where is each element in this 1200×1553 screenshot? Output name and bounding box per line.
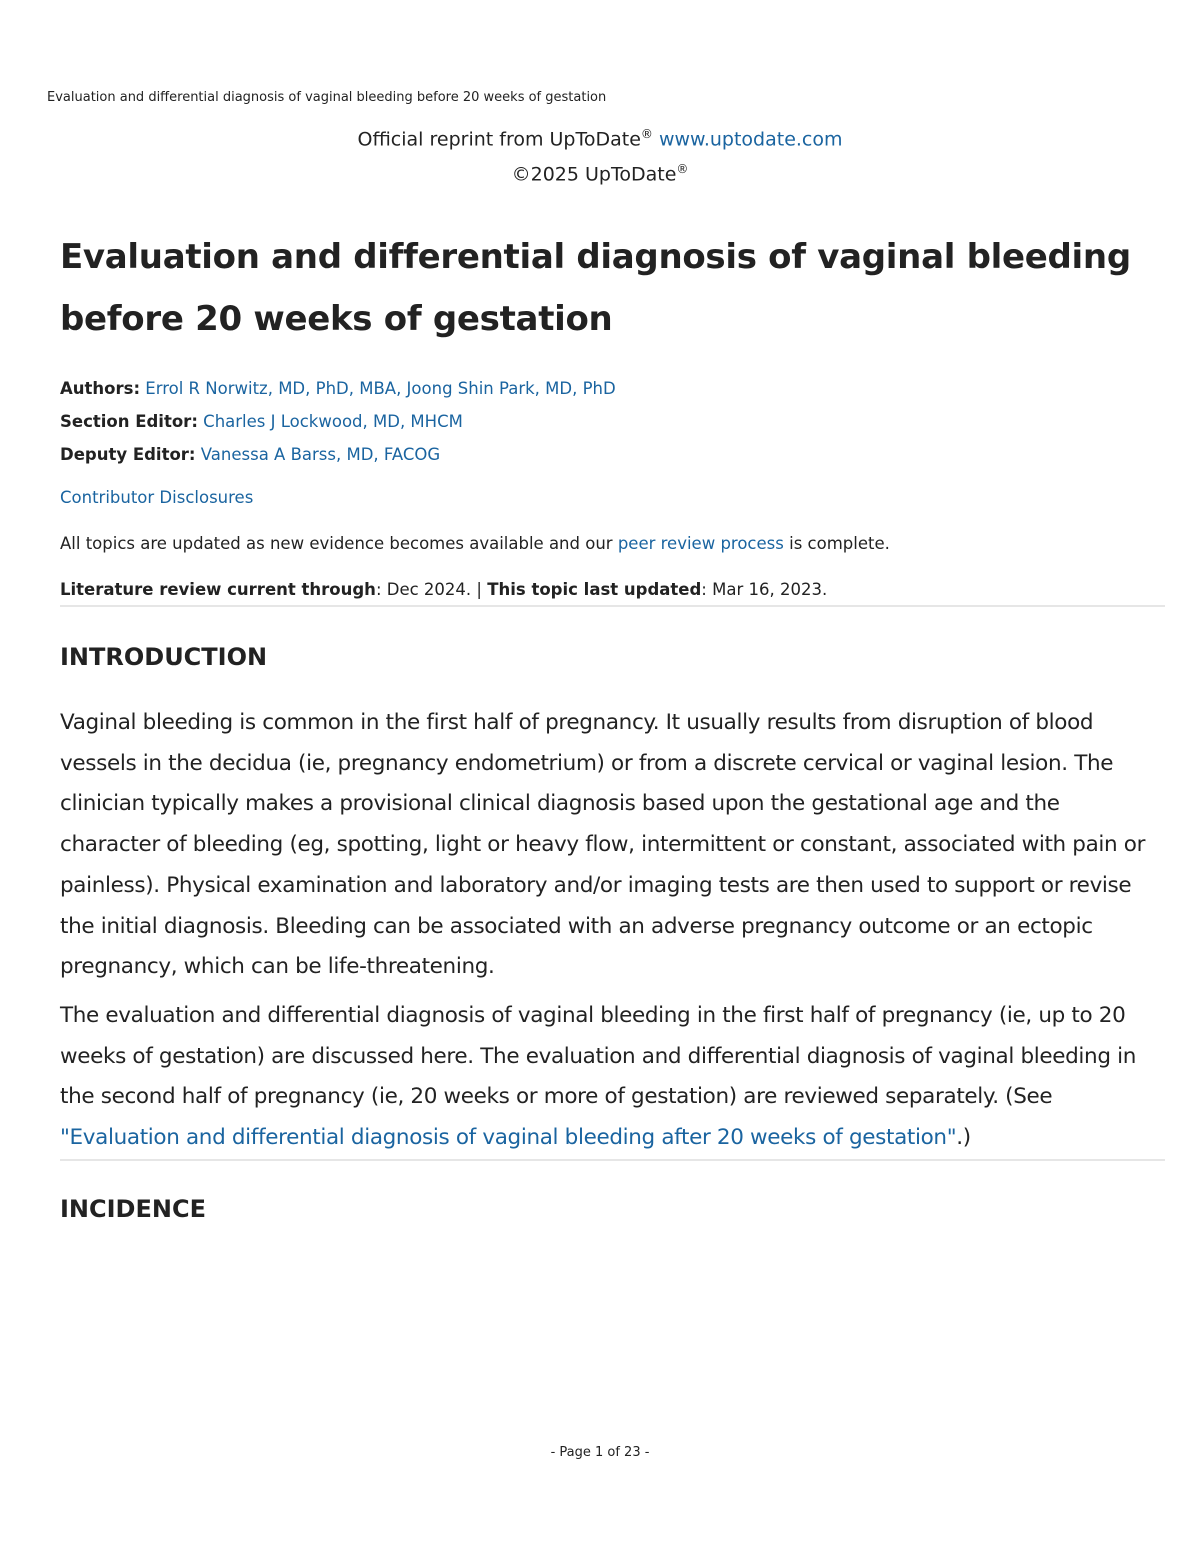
authors-row	[60, 372, 1165, 405]
deputy-editor-link[interactable]: Vanessa A Barss, MD, FACOG	[200, 445, 441, 464]
section-editor-label: Section Editor:	[60, 412, 198, 431]
reprint-prefix: Official reprint from UpToDate	[357, 128, 641, 151]
registered-mark: ®	[640, 127, 653, 141]
uptodate-link[interactable]: www.uptodate.com	[658, 128, 843, 151]
reprint-line	[0, 119, 1200, 154]
after-20-weeks-topic-link[interactable]: "Evaluation and differential diagnosis of vaginal bleeding after 20 weeks of gestation"	[60, 1125, 957, 1151]
lit-review-value: Dec 2024.	[381, 580, 472, 599]
disclosures-row	[60, 483, 1165, 513]
peer-review-link[interactable]: peer review process	[617, 534, 784, 553]
copyright-line	[0, 154, 1200, 189]
last-updated-colon: :	[701, 580, 707, 599]
section-divider	[60, 1159, 1165, 1161]
review-line	[60, 575, 1165, 605]
review-separator: |	[471, 580, 488, 599]
paragraph-2-text: The evaluation and differential diagnosis of vaginal bleeding in the first half of pregnancy (ie, up to 20 weeks of gestation) are discussed here. The evaluation and differential diagnosis of vaginal bleeding in the second half of pregnancy (ie, 20 weeks or more of gestation) are reviewed separately. (See	[60, 1002, 1137, 1110]
copyright-text: ©2025 UpToDate	[511, 163, 677, 186]
update-note-after: is complete.	[783, 534, 890, 553]
page-footer: - Page 1 of 23 -	[550, 1445, 650, 1460]
authors-link[interactable]: Errol R Norwitz, MD, PhD, MBA, Joong Shin Park, MD, PhD	[145, 379, 616, 398]
section-editor-link[interactable]: Charles J Lockwood, MD, MHCM	[203, 412, 463, 431]
article-content	[60, 226, 1165, 1229]
last-updated-label: This topic last updated	[487, 580, 702, 599]
page-title: Evaluation and differential diagnosis of vaginal bleeding before 20 weeks of gestation	[60, 237, 1131, 339]
running-header: Evaluation and differential diagnosis of vaginal bleeding before 20 weeks of gestation	[47, 90, 607, 105]
deputy-editor-row	[60, 438, 1165, 471]
introduction-paragraph-1: Vaginal bleeding is common in the first half of pregnancy. It usually results from disruption of blood vessels in the decidua (ie, pregnancy endometrium) or from a discrete cervical or vaginal lesion. The clinician typically makes a provisional clinical diagnosis based upon the gestational age and the character of bleeding (eg, spotting, light or heavy flow, intermittent or constant, associated with pain or painless). Physical examination and laboratory and/or imaging tests are then used to support or revise the initial diagnosis. Bleeding can be associated with an adverse pregnancy outcome or an ectopic pregnancy, which can be life-threatening.	[60, 710, 1146, 980]
last-updated-value: Mar 16, 2023.	[706, 580, 828, 599]
section-divider	[60, 605, 1165, 607]
registered-mark-2: ®	[676, 162, 689, 177]
incidence-heading: INCIDENCE	[60, 1194, 206, 1223]
update-note	[60, 529, 1165, 559]
authors-label: Authors:	[60, 379, 141, 398]
update-note-before: All topics are updated as new evidence becomes available and our	[60, 534, 618, 553]
paragraph-2-tail: .)	[956, 1125, 971, 1151]
lit-review-colon: :	[375, 580, 382, 599]
reprint-notice	[0, 119, 1200, 190]
lit-review-label: Literature review current through	[60, 580, 376, 599]
contributor-disclosures-link[interactable]: Contributor Disclosures	[60, 488, 254, 507]
deputy-editor-label: Deputy Editor:	[60, 445, 196, 464]
introduction-paragraph-2	[60, 996, 1165, 1159]
section-editor-row	[60, 405, 1165, 438]
introduction-heading: INTRODUCTION	[60, 643, 268, 671]
